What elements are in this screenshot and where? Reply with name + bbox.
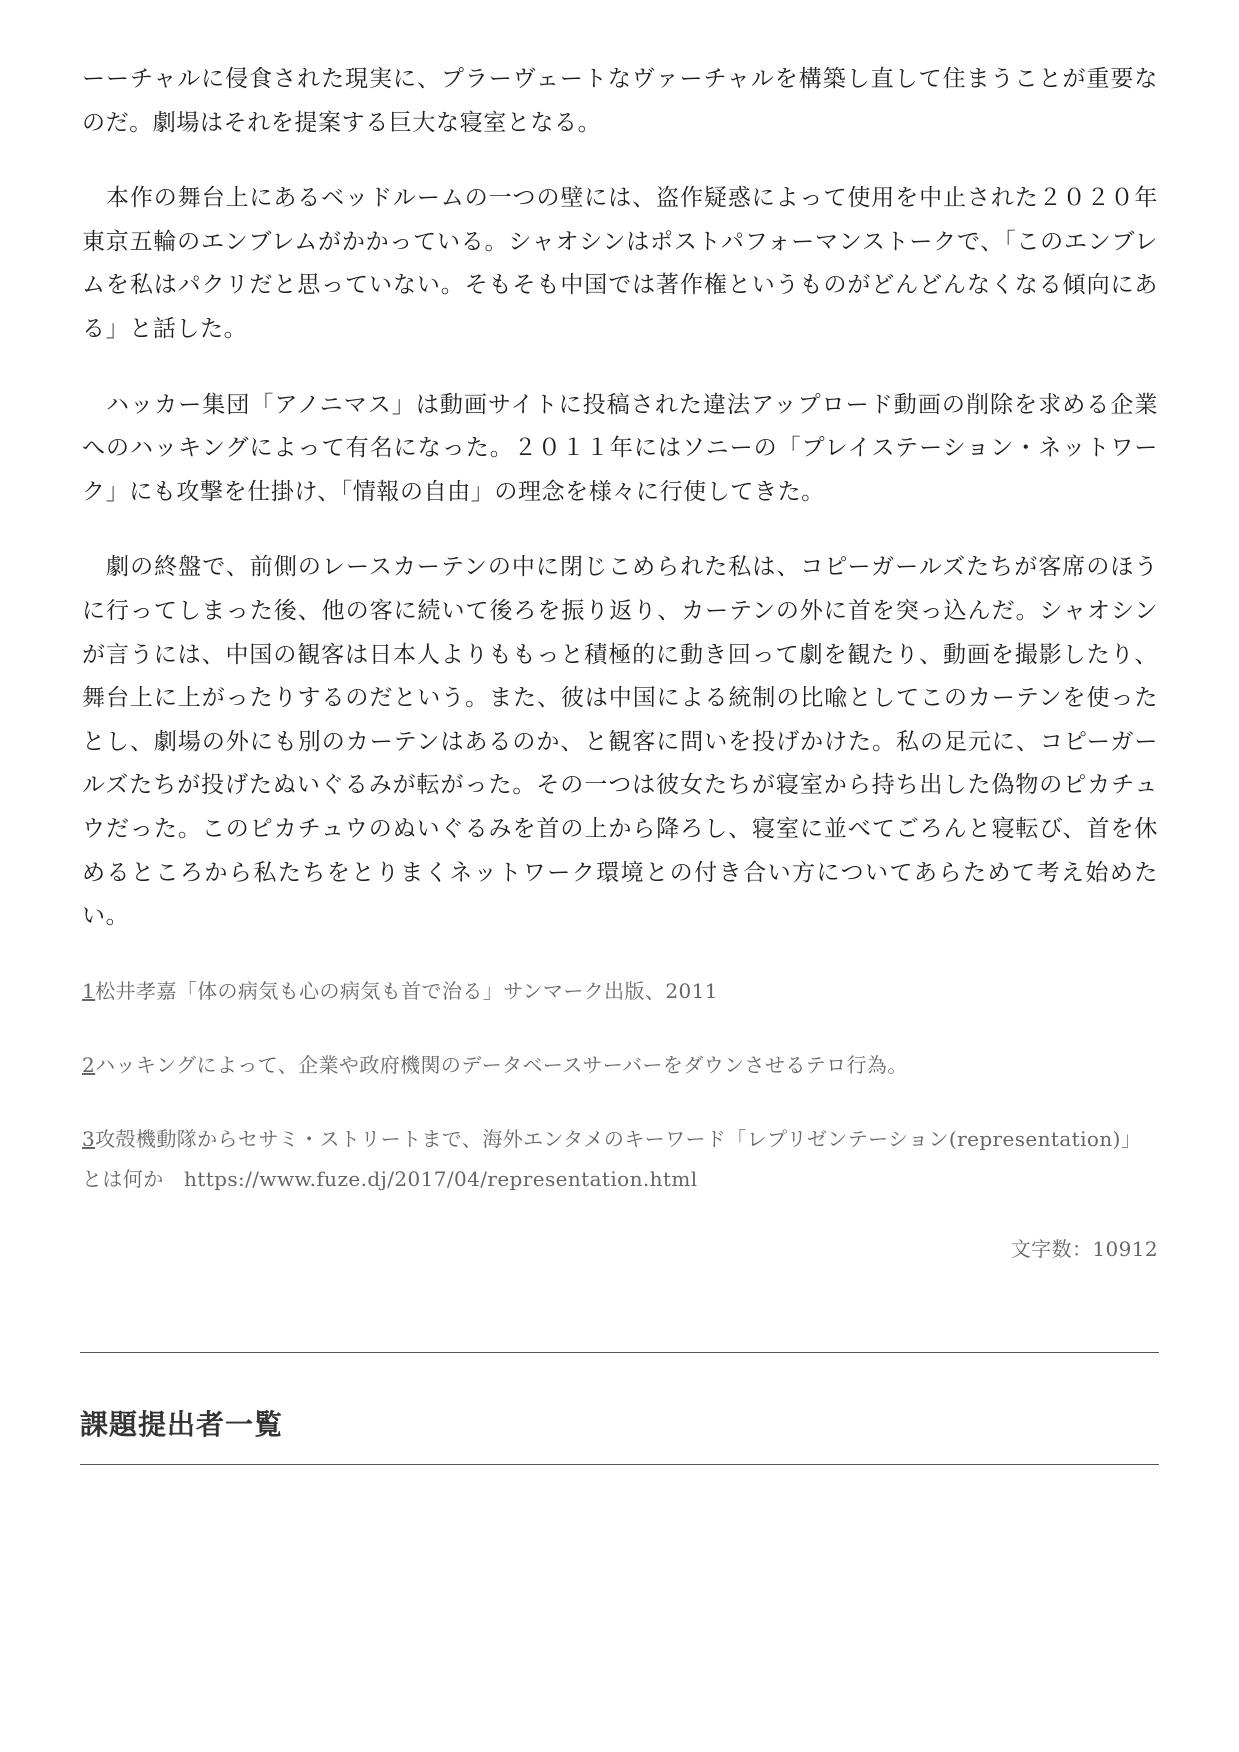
body-paragraph-2: 本作の舞台上にあるベッドルームの一つの壁には、盗作疑惑によって使用を中止された２０２０年東京五輪のエンブレムがかかっている。シャオシンはポストパフォーマンストークで、「このエンブレムを私はパクリだと思っていない。そもそも中国では著作権というものがどんどんなくなる傾向にある」と話した。 — [82, 185, 1158, 342]
footnotes — [82, 971, 1158, 1199]
body-paragraph-4: 劇の終盤で、前側のレースカーテンの中に閉じこめられた私は、コピーガールズたちが客席のほうに行ってしまった後、他の客に続いて後ろを振り返り、カーテンの外に首を突っ込んだ。シャオシンが言うには、中国の観客は日本人よりももっと積極的に動き回って劇を観たり、動画を撮影したり、舞台上に上がったりするのだという。また、彼は中国による統制の比喩としてこのカーテンを使ったとし、劇場の外にも別のカーテンはあるのか、と観客に問いを投げかけた。私の足元に、コピーガールズたちが投げたぬいぐるみが転がった。その一つは彼女たちが寝室から持ち出した偽物のピカチュウだった。このピカチュウのぬいぐるみを首の上から降ろし、寝室に並べてごろんと寝転び、首を休めるところから私たちをとりまくネットワーク環境との付き合い方についてあらためて考え始めたい。 — [82, 554, 1158, 930]
article-body — [82, 58, 1158, 1262]
footnote-3-text: 攻殻機動隊からセサミ・ストリートまで、海外エンタメのキーワード「レプリゼンテーション(representation)」とは何か https://www.fuze.dj/2017/04/representation.html — [82, 1126, 1142, 1191]
footnote-1-text: 松井孝嘉「体の病気も心の病気も首で治る」サンマーク出版、2011 — [95, 978, 718, 1003]
footnote-3 — [82, 1119, 1158, 1199]
footnote-1 — [82, 971, 1158, 1011]
section-title: 課題提出者一覧 — [80, 1408, 284, 1441]
body-paragraph-1: ーーチャルに侵食された現実に、プラーヴェートなヴァーチャルを構築し直して住まうことが重要なのだ。劇場はそれを提案する巨大な寝室となる。 — [82, 66, 1158, 136]
footnote-2 — [82, 1045, 1158, 1085]
footnote-2-link[interactable]: 2 — [82, 1052, 96, 1077]
footnote-3-link[interactable]: 3 — [82, 1126, 96, 1151]
footnote-2-text: ハッキングによって、企業や政府機関のデータベースサーバーをダウンさせるテロ行為。 — [95, 1052, 908, 1077]
footnote-1-link[interactable]: 1 — [82, 978, 96, 1003]
divider-top — [80, 1352, 1159, 1353]
char-count: 文字数：10912 — [1010, 1236, 1158, 1261]
divider-bottom — [80, 1464, 1159, 1465]
body-paragraph-3: ハッカー集団「アノニマス」は動画サイトに投稿された違法アップロード動画の削除を求める企業へのハッキングによって有名になった。２０１１年にはソニーの「プレイステーション・ネットワーク」にも攻撃を仕掛け、「情報の自由」の理念を様々に行使してきた。 — [82, 391, 1158, 505]
